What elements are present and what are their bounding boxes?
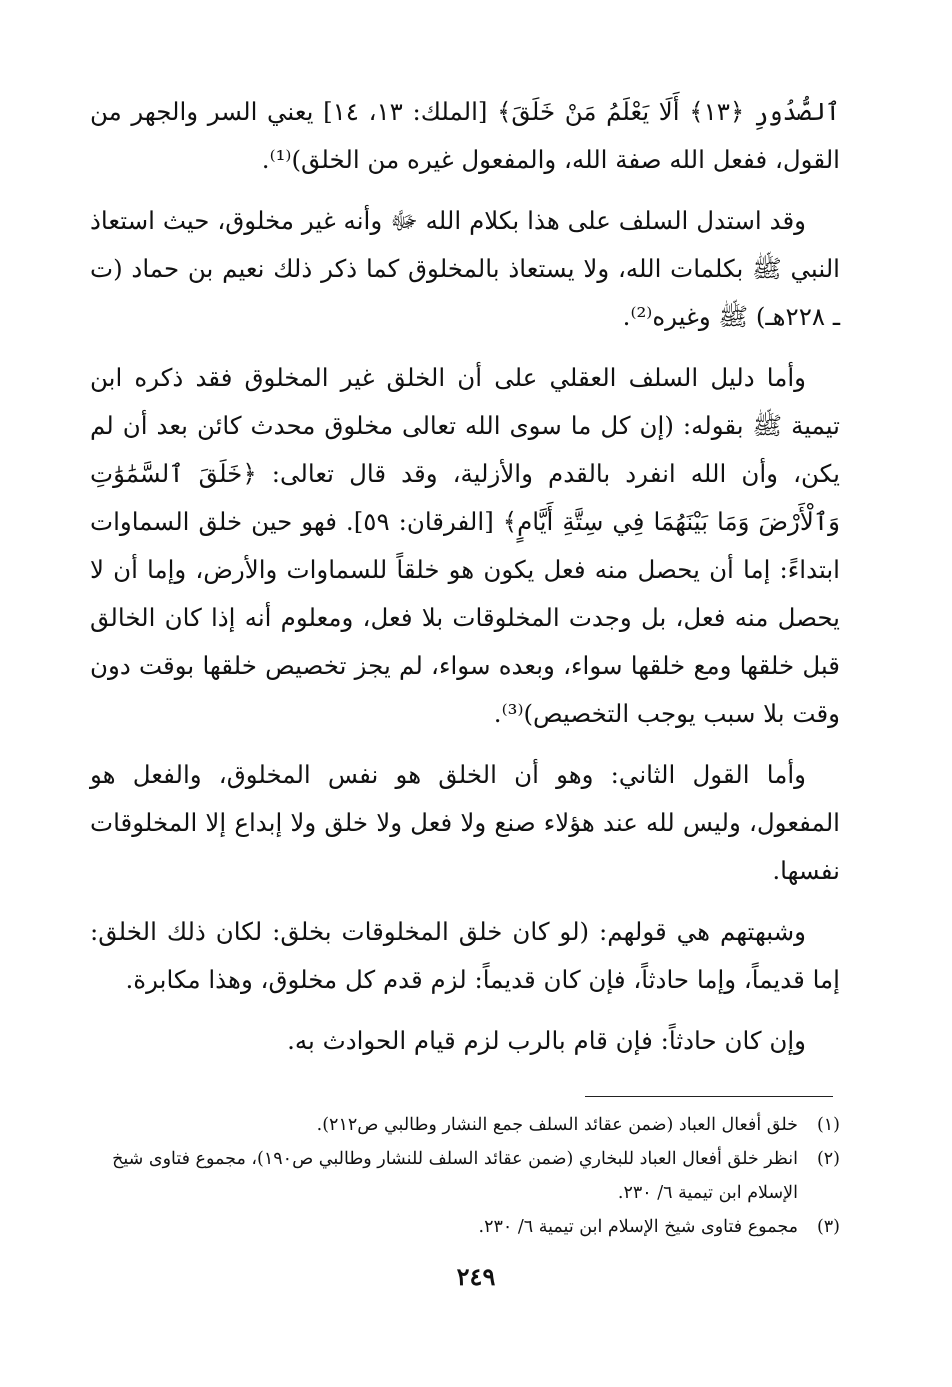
footnote-text: مجموع فتاوى شيخ الإسلام ابن تيمية ٦/ ٢٣٠. [478, 1217, 798, 1237]
footnote [100, 1108, 840, 1142]
footnote-number: (٢) [816, 1149, 840, 1169]
main-text [90, 88, 840, 1078]
footnote-number: (١) [816, 1115, 840, 1135]
footnotes [100, 1108, 840, 1244]
paragraph: وشبهتهم هي قولهم: (لو كان خلق المخلوقات بخلق: لكان ذلك الخلق: إما قديماً، وإما حادثاً، فإن كان قديماً: لزم قدم كل مخلوق، وهذا مكابرة. [90, 917, 840, 994]
paragraph: وأما دليل السلف العقلي على أن الخلق غير المخلوق فقد ذكره ابن تيمية ﷺ بقوله: (إن كل ما سوى الله تعالى مخلوق محدث كائن بعد أن لم يكن، وأن الله انفرد بالقدم والأزلية، وقد قال تعالى: ﴿خَلَقَ ٱلسَّمَٰوَٰتِ وَٱلْأَرْضَ وَمَا بَيْنَهُمَا فِي سِتَّةِ أَيَّامٍ﴾ [الفرقان: ٥٩]. فهو حين خلق السماوات ابتداءً: إما أن يحصل منه فعل يكون هو خلقاً للسماوات والأرض، وإما أن لا يحصل منه فعل، بل وجدت المخلوقات بلا فعل، ومعلوم أنه إذا كان الخالق قبل خلقها ومع خلقها سواء، وبعده سواء، لم يجز تخصيص خلقها بوقت دون وقت بلا سبب يوجب التخصيص)⁽³⁾. [90, 363, 841, 728]
footnote-text: انظر خلق أفعال العباد للبخاري (ضمن عقائد السلف للنشار وطالبي ص١٩٠)، مجموع فتاوى شيخ الإسلام ابن تيمية ٦/ ٢٣٠. [112, 1149, 798, 1203]
paragraph: وإن كان حادثاً: فإن قام بالرب لزم قيام الحوادث به. [287, 1026, 806, 1055]
footnote [100, 1142, 840, 1210]
page-number: ٢٤٩ [456, 1262, 496, 1291]
paragraph: ٱلصُّدُورِ ﴿١٣﴾ أَلَا يَعْلَمُ مَنْ خَلَقَ﴾ [الملك: ١٣، ١٤] يعني السر والجهر من القول، ففعل الله صفة الله، والمفعول غيره من الخلق)⁽¹⁾. [90, 97, 840, 174]
footnote-text: خلق أفعال العباد (ضمن عقائد السلف جمع النشار وطالبي ص٢١٢). [316, 1115, 798, 1135]
footnote [100, 1210, 840, 1244]
paragraph: وقد استدل السلف على هذا بكلام الله ﷻ وأنه غير مخلوق، حيث استعاذ النبي ﷺ بكلمات الله، ولا يستعاذ بالمخلوق كما ذكر ذلك نعيم بن حماد (ت ـ ٢٢٨هـ) ﷺ وغيره⁽²⁾. [90, 206, 840, 331]
paragraph: وأما القول الثاني: وهو أن الخلق هو نفس المخلوق، والفعل هو المفعول، وليس لله عند هؤلاء صنع ولا فعل ولا خلق ولا إبداع إلا المخلوقات نفسها. [90, 760, 840, 885]
footnote-divider [585, 1096, 833, 1097]
footnote-number: (٣) [816, 1217, 840, 1237]
